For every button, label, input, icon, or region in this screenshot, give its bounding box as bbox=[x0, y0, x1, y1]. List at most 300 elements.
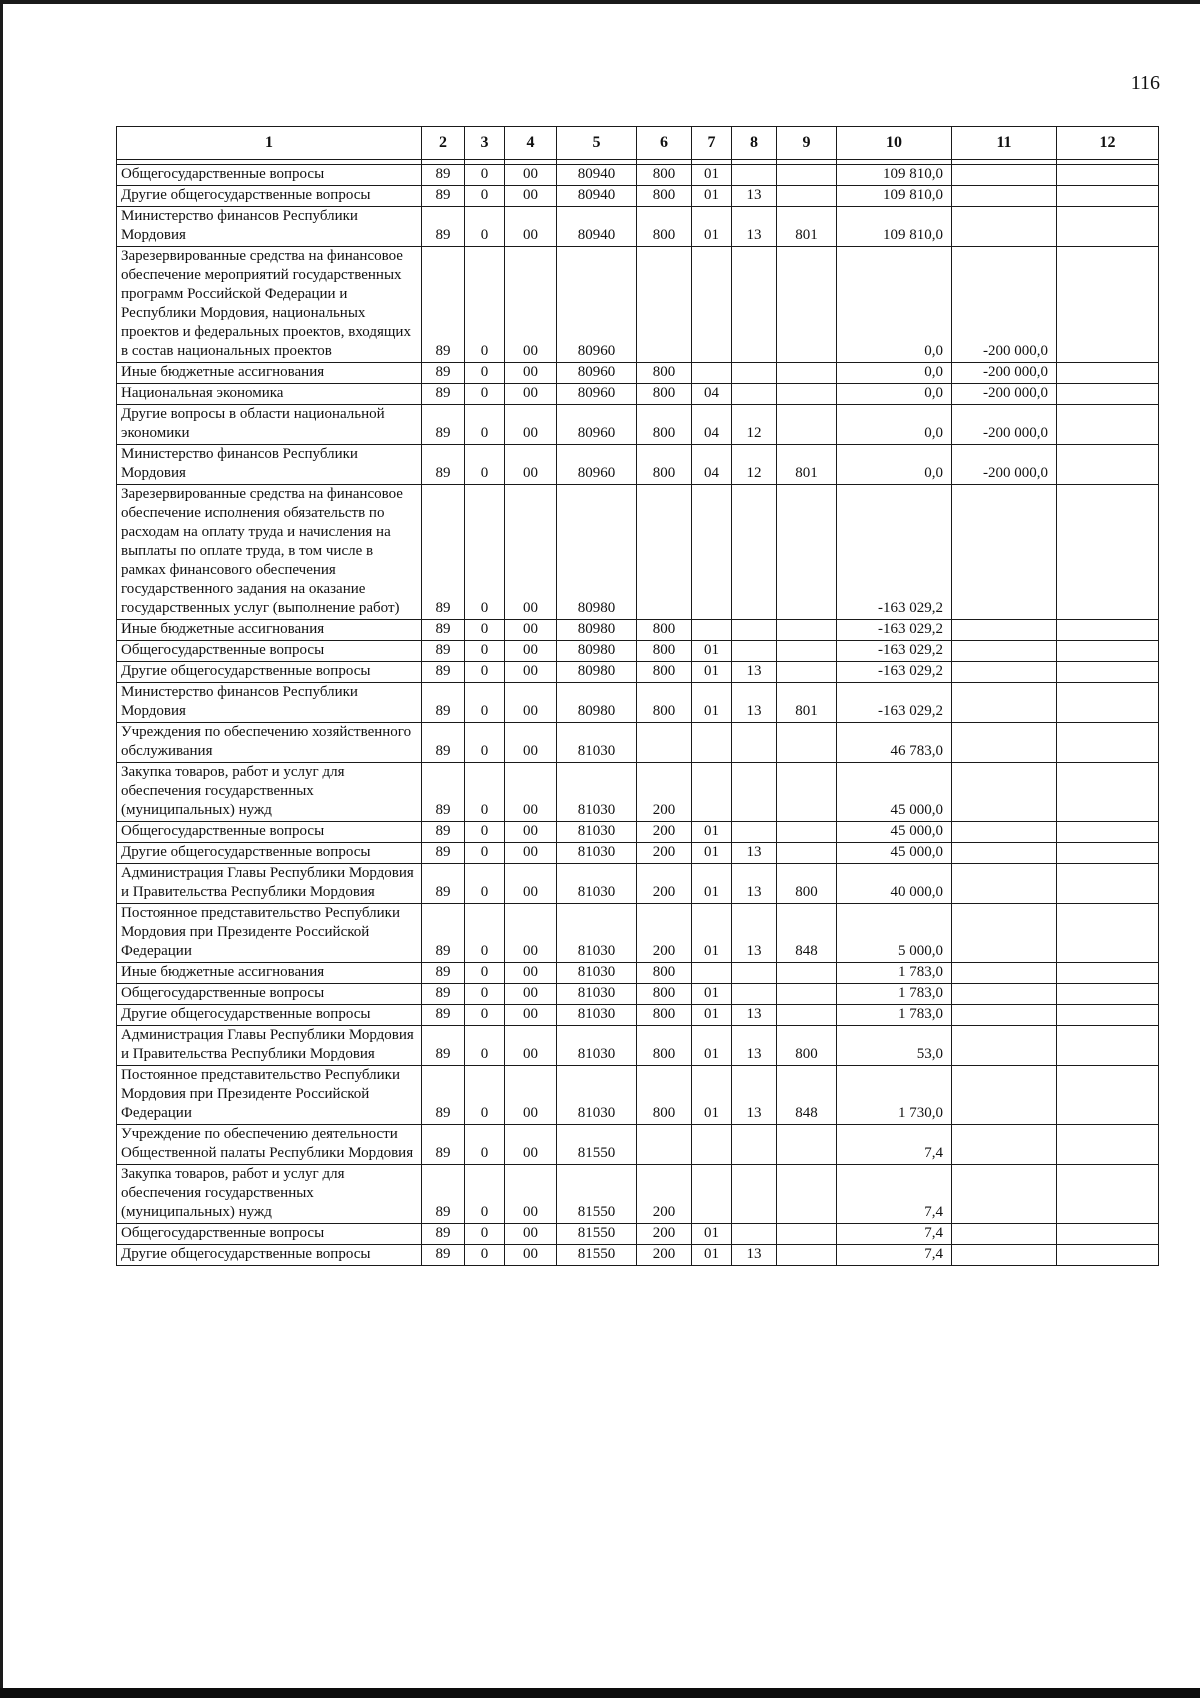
table-row bbox=[117, 620, 1159, 641]
cell-col-9 bbox=[777, 1224, 837, 1245]
row-name-cell: Министерство финансов Республики Мордовия bbox=[117, 207, 422, 247]
cell-col-9 bbox=[777, 363, 837, 384]
cell-col-12 bbox=[1057, 641, 1159, 662]
cell-col-2: 89 bbox=[422, 1165, 465, 1224]
cell-col-7: 01 bbox=[692, 1066, 732, 1125]
cell-col-5: 81030 bbox=[557, 1005, 637, 1026]
cell-col-10: 45 000,0 bbox=[837, 822, 952, 843]
cell-col-5: 81030 bbox=[557, 763, 637, 822]
cell-col-12 bbox=[1057, 1066, 1159, 1125]
cell-col-5: 80980 bbox=[557, 662, 637, 683]
cell-col-7: 01 bbox=[692, 207, 732, 247]
cell-col-2: 89 bbox=[422, 662, 465, 683]
cell-col-8 bbox=[732, 247, 777, 363]
cell-col-4: 00 bbox=[505, 620, 557, 641]
cell-col-8 bbox=[732, 363, 777, 384]
cell-col-6: 200 bbox=[637, 1245, 692, 1266]
cell-col-10: 1 783,0 bbox=[837, 984, 952, 1005]
cell-col-4: 00 bbox=[505, 843, 557, 864]
table-row bbox=[117, 723, 1159, 763]
scan-border-bottom bbox=[0, 1688, 1200, 1698]
cell-col-11 bbox=[952, 904, 1057, 963]
cell-col-11 bbox=[952, 165, 1057, 186]
cell-col-6: 800 bbox=[637, 186, 692, 207]
cell-col-4: 00 bbox=[505, 1066, 557, 1125]
cell-col-9 bbox=[777, 247, 837, 363]
cell-col-7: 01 bbox=[692, 843, 732, 864]
cell-col-12 bbox=[1057, 485, 1159, 620]
table-row bbox=[117, 363, 1159, 384]
cell-col-11: -200 000,0 bbox=[952, 405, 1057, 445]
cell-col-5: 81030 bbox=[557, 864, 637, 904]
cell-col-4: 00 bbox=[505, 864, 557, 904]
cell-col-8: 13 bbox=[732, 207, 777, 247]
row-name-cell: Администрация Главы Республики Мордовия и Правительства Республики Мордовия bbox=[117, 864, 422, 904]
cell-col-12 bbox=[1057, 445, 1159, 485]
cell-col-2: 89 bbox=[422, 843, 465, 864]
cell-col-3: 0 bbox=[465, 405, 505, 445]
col-header-6: 6 bbox=[637, 127, 692, 160]
col-header-3: 3 bbox=[465, 127, 505, 160]
table-row bbox=[117, 405, 1159, 445]
cell-col-10: 109 810,0 bbox=[837, 165, 952, 186]
cell-col-6: 200 bbox=[637, 1165, 692, 1224]
cell-col-2: 89 bbox=[422, 1224, 465, 1245]
cell-col-4: 00 bbox=[505, 1224, 557, 1245]
cell-col-6: 800 bbox=[637, 683, 692, 723]
cell-col-2: 89 bbox=[422, 247, 465, 363]
cell-col-10: 45 000,0 bbox=[837, 763, 952, 822]
cell-col-3: 0 bbox=[465, 984, 505, 1005]
cell-col-3: 0 bbox=[465, 822, 505, 843]
cell-col-5: 81030 bbox=[557, 822, 637, 843]
cell-col-2: 89 bbox=[422, 1066, 465, 1125]
cell-col-6: 200 bbox=[637, 1224, 692, 1245]
cell-col-2: 89 bbox=[422, 620, 465, 641]
cell-col-10: 1 783,0 bbox=[837, 1005, 952, 1026]
cell-col-12 bbox=[1057, 1165, 1159, 1224]
cell-col-11 bbox=[952, 822, 1057, 843]
cell-col-2: 89 bbox=[422, 405, 465, 445]
cell-col-3: 0 bbox=[465, 1165, 505, 1224]
cell-col-12 bbox=[1057, 1125, 1159, 1165]
cell-col-9 bbox=[777, 984, 837, 1005]
cell-col-7 bbox=[692, 723, 732, 763]
cell-col-12 bbox=[1057, 1224, 1159, 1245]
cell-col-9 bbox=[777, 384, 837, 405]
cell-col-5: 81030 bbox=[557, 1026, 637, 1066]
cell-col-3: 0 bbox=[465, 904, 505, 963]
cell-col-11 bbox=[952, 723, 1057, 763]
row-name-cell: Иные бюджетные ассигнования bbox=[117, 363, 422, 384]
table-row bbox=[117, 445, 1159, 485]
cell-col-9 bbox=[777, 1165, 837, 1224]
row-name-cell: Закупка товаров, работ и услуг для обеспечения государственных (муниципальных) нужд bbox=[117, 763, 422, 822]
cell-col-2: 89 bbox=[422, 207, 465, 247]
cell-col-12 bbox=[1057, 904, 1159, 963]
cell-col-6: 200 bbox=[637, 763, 692, 822]
cell-col-12 bbox=[1057, 723, 1159, 763]
cell-col-4: 00 bbox=[505, 723, 557, 763]
cell-col-11 bbox=[952, 186, 1057, 207]
cell-col-6: 200 bbox=[637, 822, 692, 843]
cell-col-9: 801 bbox=[777, 445, 837, 485]
cell-col-12 bbox=[1057, 1245, 1159, 1266]
cell-col-7: 01 bbox=[692, 1224, 732, 1245]
cell-col-2: 89 bbox=[422, 445, 465, 485]
cell-col-9: 800 bbox=[777, 1026, 837, 1066]
cell-col-7: 01 bbox=[692, 683, 732, 723]
row-name-cell: Другие общегосударственные вопросы bbox=[117, 1005, 422, 1026]
cell-col-6: 800 bbox=[637, 165, 692, 186]
scan-border-top bbox=[0, 0, 1200, 4]
cell-col-8 bbox=[732, 165, 777, 186]
cell-col-2: 89 bbox=[422, 763, 465, 822]
row-name-cell: Учреждения по обеспечению хозяйственного обслуживания bbox=[117, 723, 422, 763]
cell-col-8 bbox=[732, 620, 777, 641]
cell-col-6: 800 bbox=[637, 405, 692, 445]
cell-col-8: 13 bbox=[732, 683, 777, 723]
table-row bbox=[117, 662, 1159, 683]
cell-col-9: 801 bbox=[777, 683, 837, 723]
cell-col-8: 13 bbox=[732, 1245, 777, 1266]
cell-col-2: 89 bbox=[422, 723, 465, 763]
cell-col-12 bbox=[1057, 843, 1159, 864]
cell-col-6: 200 bbox=[637, 864, 692, 904]
cell-col-11: -200 000,0 bbox=[952, 247, 1057, 363]
cell-col-9 bbox=[777, 1125, 837, 1165]
row-name-cell: Иные бюджетные ассигнования bbox=[117, 963, 422, 984]
row-name-cell: Постоянное представительство Республики Мордовия при Президенте Российской Федерации bbox=[117, 904, 422, 963]
cell-col-4: 00 bbox=[505, 445, 557, 485]
cell-col-8 bbox=[732, 723, 777, 763]
cell-col-11: -200 000,0 bbox=[952, 363, 1057, 384]
cell-col-7: 01 bbox=[692, 1245, 732, 1266]
cell-col-8 bbox=[732, 384, 777, 405]
cell-col-12 bbox=[1057, 822, 1159, 843]
table-row bbox=[117, 1165, 1159, 1224]
cell-col-4: 00 bbox=[505, 822, 557, 843]
table-row bbox=[117, 1026, 1159, 1066]
cell-col-5: 80980 bbox=[557, 620, 637, 641]
scan-border-left bbox=[0, 0, 3, 1698]
cell-col-10: 5 000,0 bbox=[837, 904, 952, 963]
row-name-cell: Общегосударственные вопросы bbox=[117, 641, 422, 662]
row-name-cell: Общегосударственные вопросы bbox=[117, 165, 422, 186]
cell-col-7: 01 bbox=[692, 984, 732, 1005]
cell-col-3: 0 bbox=[465, 165, 505, 186]
cell-col-2: 89 bbox=[422, 683, 465, 723]
cell-col-7 bbox=[692, 485, 732, 620]
col-header-9: 9 bbox=[777, 127, 837, 160]
row-name-cell: Общегосударственные вопросы bbox=[117, 822, 422, 843]
cell-col-3: 0 bbox=[465, 186, 505, 207]
table-row bbox=[117, 822, 1159, 843]
row-name-cell: Постоянное представительство Республики Мордовия при Президенте Российской Федерации bbox=[117, 1066, 422, 1125]
cell-col-11 bbox=[952, 1005, 1057, 1026]
cell-col-3: 0 bbox=[465, 683, 505, 723]
cell-col-10: 0,0 bbox=[837, 363, 952, 384]
cell-col-7 bbox=[692, 763, 732, 822]
table-row bbox=[117, 984, 1159, 1005]
cell-col-8: 13 bbox=[732, 186, 777, 207]
table-row bbox=[117, 186, 1159, 207]
cell-col-9: 801 bbox=[777, 207, 837, 247]
cell-col-9 bbox=[777, 763, 837, 822]
cell-col-11 bbox=[952, 1026, 1057, 1066]
cell-col-10: 0,0 bbox=[837, 445, 952, 485]
cell-col-3: 0 bbox=[465, 485, 505, 620]
table-row bbox=[117, 1125, 1159, 1165]
cell-col-7: 01 bbox=[692, 864, 732, 904]
cell-col-4: 00 bbox=[505, 1005, 557, 1026]
cell-col-10: 7,4 bbox=[837, 1245, 952, 1266]
cell-col-7: 01 bbox=[692, 662, 732, 683]
cell-col-11 bbox=[952, 1066, 1057, 1125]
cell-col-5: 80960 bbox=[557, 405, 637, 445]
cell-col-7 bbox=[692, 620, 732, 641]
cell-col-9 bbox=[777, 662, 837, 683]
row-name-cell: Общегосударственные вопросы bbox=[117, 984, 422, 1005]
cell-col-8 bbox=[732, 1224, 777, 1245]
cell-col-5: 81030 bbox=[557, 1066, 637, 1125]
table-row bbox=[117, 843, 1159, 864]
cell-col-4: 00 bbox=[505, 186, 557, 207]
cell-col-4: 00 bbox=[505, 247, 557, 363]
table-row bbox=[117, 247, 1159, 363]
table-row bbox=[117, 485, 1159, 620]
cell-col-9: 848 bbox=[777, 1066, 837, 1125]
cell-col-10: -163 029,2 bbox=[837, 683, 952, 723]
cell-col-12 bbox=[1057, 363, 1159, 384]
cell-col-4: 00 bbox=[505, 984, 557, 1005]
cell-col-6: 800 bbox=[637, 1005, 692, 1026]
cell-col-6 bbox=[637, 247, 692, 363]
cell-col-9 bbox=[777, 723, 837, 763]
cell-col-11: -200 000,0 bbox=[952, 384, 1057, 405]
cell-col-5: 81030 bbox=[557, 984, 637, 1005]
cell-col-4: 00 bbox=[505, 1245, 557, 1266]
cell-col-6: 800 bbox=[637, 641, 692, 662]
cell-col-7: 01 bbox=[692, 822, 732, 843]
cell-col-3: 0 bbox=[465, 723, 505, 763]
cell-col-7 bbox=[692, 363, 732, 384]
cell-col-8 bbox=[732, 485, 777, 620]
cell-col-6 bbox=[637, 485, 692, 620]
budget-table-container bbox=[116, 126, 1158, 1266]
cell-col-12 bbox=[1057, 405, 1159, 445]
cell-col-2: 89 bbox=[422, 485, 465, 620]
row-name-cell: Другие вопросы в области национальной экономики bbox=[117, 405, 422, 445]
cell-col-5: 80980 bbox=[557, 683, 637, 723]
cell-col-4: 00 bbox=[505, 662, 557, 683]
cell-col-2: 89 bbox=[422, 186, 465, 207]
cell-col-11 bbox=[952, 641, 1057, 662]
cell-col-6: 200 bbox=[637, 843, 692, 864]
row-name-cell: Национальная экономика bbox=[117, 384, 422, 405]
cell-col-6: 800 bbox=[637, 662, 692, 683]
row-name-cell: Учреждение по обеспечению деятельности Общественной палаты Республики Мордовия bbox=[117, 1125, 422, 1165]
cell-col-9 bbox=[777, 405, 837, 445]
cell-col-4: 00 bbox=[505, 485, 557, 620]
cell-col-3: 0 bbox=[465, 247, 505, 363]
cell-col-11 bbox=[952, 1165, 1057, 1224]
table-row bbox=[117, 165, 1159, 186]
cell-col-5: 81030 bbox=[557, 723, 637, 763]
cell-col-10: -163 029,2 bbox=[837, 485, 952, 620]
cell-col-3: 0 bbox=[465, 363, 505, 384]
cell-col-9 bbox=[777, 963, 837, 984]
cell-col-8: 13 bbox=[732, 864, 777, 904]
cell-col-6: 800 bbox=[637, 363, 692, 384]
cell-col-6: 800 bbox=[637, 620, 692, 641]
cell-col-6 bbox=[637, 1125, 692, 1165]
row-name-cell: Администрация Главы Республики Мордовия и Правительства Республики Мордовия bbox=[117, 1026, 422, 1066]
cell-col-10: 109 810,0 bbox=[837, 186, 952, 207]
col-header-5: 5 bbox=[557, 127, 637, 160]
cell-col-5: 80980 bbox=[557, 641, 637, 662]
col-header-2: 2 bbox=[422, 127, 465, 160]
cell-col-4: 00 bbox=[505, 405, 557, 445]
col-header-7: 7 bbox=[692, 127, 732, 160]
row-name-cell: Другие общегосударственные вопросы bbox=[117, 843, 422, 864]
table-row bbox=[117, 641, 1159, 662]
cell-col-7: 01 bbox=[692, 165, 732, 186]
cell-col-6: 800 bbox=[637, 445, 692, 485]
cell-col-11 bbox=[952, 1245, 1057, 1266]
cell-col-8 bbox=[732, 1165, 777, 1224]
cell-col-12 bbox=[1057, 984, 1159, 1005]
row-name-cell: Министерство финансов Республики Мордовия bbox=[117, 683, 422, 723]
cell-col-5: 81030 bbox=[557, 904, 637, 963]
cell-col-11 bbox=[952, 963, 1057, 984]
cell-col-5: 80980 bbox=[557, 485, 637, 620]
cell-col-5: 81030 bbox=[557, 843, 637, 864]
cell-col-11 bbox=[952, 864, 1057, 904]
cell-col-5: 80940 bbox=[557, 165, 637, 186]
cell-col-12 bbox=[1057, 620, 1159, 641]
cell-col-7: 01 bbox=[692, 904, 732, 963]
cell-col-12 bbox=[1057, 186, 1159, 207]
cell-col-8 bbox=[732, 1125, 777, 1165]
cell-col-10: -163 029,2 bbox=[837, 662, 952, 683]
col-header-8: 8 bbox=[732, 127, 777, 160]
cell-col-8 bbox=[732, 984, 777, 1005]
cell-col-5: 81550 bbox=[557, 1165, 637, 1224]
cell-col-6: 800 bbox=[637, 207, 692, 247]
cell-col-2: 89 bbox=[422, 1005, 465, 1026]
cell-col-8: 12 bbox=[732, 445, 777, 485]
cell-col-4: 00 bbox=[505, 1125, 557, 1165]
col-header-12: 12 bbox=[1057, 127, 1159, 160]
cell-col-2: 89 bbox=[422, 864, 465, 904]
cell-col-8: 13 bbox=[732, 843, 777, 864]
row-name-cell: Закупка товаров, работ и услуг для обеспечения государственных (муниципальных) нужд bbox=[117, 1165, 422, 1224]
cell-col-5: 80960 bbox=[557, 384, 637, 405]
cell-col-5: 80960 bbox=[557, 363, 637, 384]
cell-col-2: 89 bbox=[422, 1125, 465, 1165]
row-name-cell: Министерство финансов Республики Мордовия bbox=[117, 445, 422, 485]
cell-col-6: 200 bbox=[637, 904, 692, 963]
cell-col-10: 7,4 bbox=[837, 1125, 952, 1165]
cell-col-8: 13 bbox=[732, 1066, 777, 1125]
cell-col-10: 40 000,0 bbox=[837, 864, 952, 904]
table-row bbox=[117, 963, 1159, 984]
cell-col-7: 04 bbox=[692, 405, 732, 445]
cell-col-5: 81030 bbox=[557, 963, 637, 984]
cell-col-5: 80960 bbox=[557, 247, 637, 363]
table-row bbox=[117, 763, 1159, 822]
cell-col-3: 0 bbox=[465, 1066, 505, 1125]
cell-col-10: 0,0 bbox=[837, 405, 952, 445]
cell-col-11 bbox=[952, 207, 1057, 247]
row-name-cell: Зарезервированные средства на финансовое обеспечение мероприятий государственных программ Российской Федерации и Республики Мордовия, национальных проектов и федеральных проектов, входящих в состав национальных проектов bbox=[117, 247, 422, 363]
cell-col-4: 00 bbox=[505, 165, 557, 186]
cell-col-3: 0 bbox=[465, 620, 505, 641]
row-name-cell: Другие общегосударственные вопросы bbox=[117, 662, 422, 683]
cell-col-4: 00 bbox=[505, 1026, 557, 1066]
cell-col-3: 0 bbox=[465, 843, 505, 864]
cell-col-6: 800 bbox=[637, 1026, 692, 1066]
cell-col-10: 7,4 bbox=[837, 1224, 952, 1245]
table-row bbox=[117, 1224, 1159, 1245]
cell-col-11 bbox=[952, 1125, 1057, 1165]
cell-col-4: 00 bbox=[505, 963, 557, 984]
cell-col-9 bbox=[777, 843, 837, 864]
cell-col-2: 89 bbox=[422, 641, 465, 662]
cell-col-9 bbox=[777, 822, 837, 843]
cell-col-8 bbox=[732, 963, 777, 984]
cell-col-3: 0 bbox=[465, 384, 505, 405]
cell-col-7: 01 bbox=[692, 641, 732, 662]
cell-col-7 bbox=[692, 247, 732, 363]
cell-col-7: 04 bbox=[692, 384, 732, 405]
cell-col-7 bbox=[692, 963, 732, 984]
cell-col-12 bbox=[1057, 1026, 1159, 1066]
table-row bbox=[117, 207, 1159, 247]
cell-col-9 bbox=[777, 1005, 837, 1026]
cell-col-10: -163 029,2 bbox=[837, 641, 952, 662]
cell-col-6: 800 bbox=[637, 963, 692, 984]
cell-col-3: 0 bbox=[465, 1125, 505, 1165]
cell-col-8: 13 bbox=[732, 662, 777, 683]
table-row bbox=[117, 384, 1159, 405]
cell-col-8: 13 bbox=[732, 1005, 777, 1026]
row-name-cell: Другие общегосударственные вопросы bbox=[117, 186, 422, 207]
header-row bbox=[117, 127, 1159, 160]
cell-col-10: 0,0 bbox=[837, 247, 952, 363]
cell-col-2: 89 bbox=[422, 363, 465, 384]
cell-col-4: 00 bbox=[505, 763, 557, 822]
cell-col-12 bbox=[1057, 207, 1159, 247]
cell-col-7: 01 bbox=[692, 1005, 732, 1026]
cell-col-3: 0 bbox=[465, 662, 505, 683]
row-name-cell: Иные бюджетные ассигнования bbox=[117, 620, 422, 641]
table-body bbox=[117, 160, 1159, 1266]
cell-col-2: 89 bbox=[422, 165, 465, 186]
cell-col-11 bbox=[952, 620, 1057, 641]
cell-col-12 bbox=[1057, 763, 1159, 822]
cell-col-3: 0 bbox=[465, 1026, 505, 1066]
cell-col-3: 0 bbox=[465, 963, 505, 984]
cell-col-2: 89 bbox=[422, 384, 465, 405]
cell-col-11 bbox=[952, 485, 1057, 620]
cell-col-7: 04 bbox=[692, 445, 732, 485]
cell-col-8 bbox=[732, 641, 777, 662]
cell-col-2: 89 bbox=[422, 1026, 465, 1066]
cell-col-10: 7,4 bbox=[837, 1165, 952, 1224]
cell-col-4: 00 bbox=[505, 904, 557, 963]
